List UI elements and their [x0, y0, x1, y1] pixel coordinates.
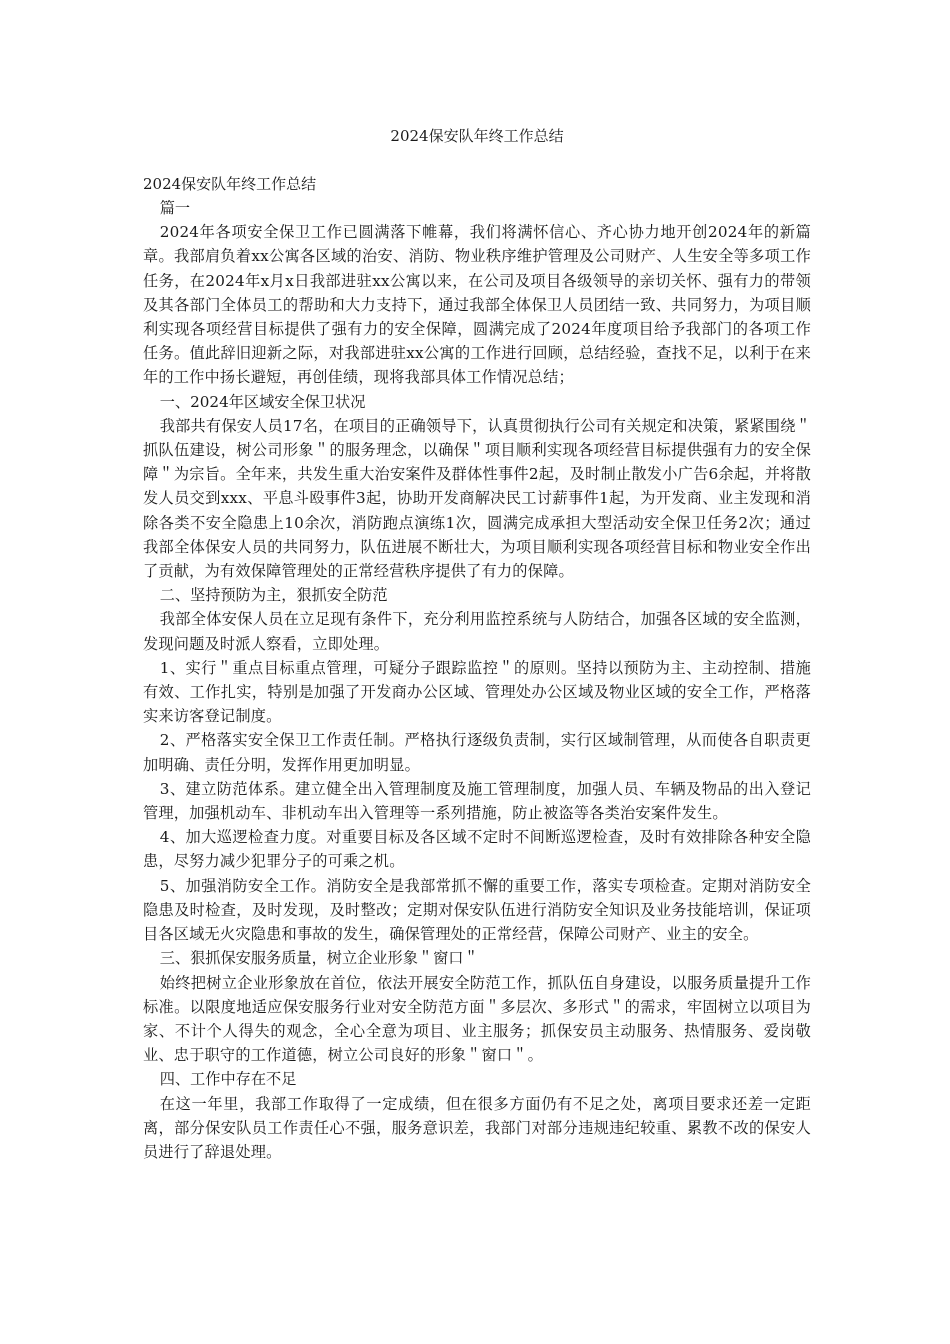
document-title: 2024保安队年终工作总结: [390, 127, 564, 145]
section-2-item-2: 2、严格落实安全保卫工作责任制。严格执行逐级负责制，实行区域制管理，从而使各自职责更加明确、责任分明，发挥作用更加明显。: [143, 731, 811, 774]
section-2-item-1: 1、实行＂重点目标重点管理，可疑分子跟踪监控＂的原则。坚持以预防为主、主动控制、措施有效、工作扎实，特别是加强了开发商办公区域、管理处办公区域及物业区域的安全工作，严格落实来访客登记制度。: [143, 658, 811, 726]
section-heading-4: 四、工作中存在不足: [159, 1070, 297, 1089]
section-2-item-5: 5、加强消防安全工作。消防安全是我部常抓不懈的重要工作，落实专项检查。定期对消防安全隐患及时检查，及时发现，及时整改；定期对保安队伍进行消防安全知识及业务技能培训，保证项目各区域无火灾隐患和事故的发生，确保管理处的正常经营，保障公司财产、业主的安全。: [143, 876, 811, 944]
intro-paragraph: 2024年各项安全保卫工作已圆满落下帷幕，我们将满怀信心、齐心协力地开创2024年的新篇章。我部肩负着xx公寓各区域的治安、消防、物业秩序维护管理及公司财产、人生安全等多项工作任务，在2024年x月x日我部进驻xx公寓以来，在公司及项目各级领导的亲切关怀、强有力的带领及其各部门全体员工的帮助和大力支持下，通过我部全体保卫人员团结一致、共同努力，为项目顺利实现各项经营目标提供了强有力的安全保障，圆满完成了2024年度项目给予我部门的各项工作任务。值此辞旧迎新之际，对我部进驻xx公寓的工作进行回顾，总结经验，查找不足，以利于在来年的工作中扬长避短，再创佳绩，现将我部具体工作情况总结；: [143, 223, 811, 387]
document-page: [143, 124, 811, 1164]
section-2-item-4: 4、加大巡逻检查力度。对重要目标及各区域不定时不间断巡逻检查，及时有效排除各种安全隐患，尽努力减少犯罪分子的可乘之机。: [143, 828, 811, 871]
document-subtitle: 2024保安队年终工作总结: [143, 175, 317, 193]
section-heading-1: 一、2024年区域安全保卫状况: [159, 392, 366, 411]
section-2-paragraph: 我部全体安保人员在立足现有条件下，充分利用监控系统与人防结合，加强各区域的安全监测，发现问题及时派人察看，立即处理。: [143, 610, 811, 653]
section-4-paragraph: 在这一年里，我部工作取得了一定成绩，但在很多方面仍有不足之处，离项目要求还差一定距离，部分保安队员工作责任心不强，服务意识差，我部门对部分违规违纪较重、累教不改的保安人员进行了辞退处理。: [143, 1094, 811, 1161]
section-heading-2: 二、坚持预防为主，狠抓安全防范: [159, 586, 388, 605]
section-3-paragraph: 始终把树立企业形象放在首位，依法开展安全防范工作，抓队伍自身建设，以服务质量提升工作标准。以限度地适应保安服务行业对安全防范方面＂多层次、多形式＂的需求，牢固树立以项目为家、不计个人得失的观念，全心全意为项目、业主服务；抓保安员主动服务、热情服务、爱岗敬业、忠于职守的工作道德，树立公司良好的形象＂窗口＂。: [143, 973, 811, 1065]
section-2-item-3: 3、建立防范体系。建立健全出入管理制度及施工管理制度，加强人员、车辆及物品的出入登记管理，加强机动车、非机动车出入管理等一系列措施，防止被盗等各类治安案件发生。: [143, 779, 811, 823]
section-heading-3: 三、狠抓保安服务质量，树立企业形象＂窗口＂: [159, 949, 479, 968]
part-label: 篇一: [159, 199, 191, 217]
section-1-paragraph: 我部共有保安人员17名，在项目的正确领导下，认真贯彻执行公司有关规定和决策，紧紧围绕＂抓队伍建设，树公司形象＂的服务理念，以确保＂项目顺利实现各项经营目标提供强有力的安全保障＂为宗旨。全年来，共发生重大治安案件及群体性事件2起，及时制止散发小广告6余起，并将散发人员交到xxx、平息斗殴事件3起，协助开发商解决民工讨薪事件1起，为开发商、业主发现和消除各类不安全隐患上10余次，消防跑点演练1次，圆满完成承担大型活动安全保卫任务2次；通过我部全体保安人员的共同努力，队伍进展不断壮大，为项目顺利实现各项经营目标和物业安全作出了贡献，为有效保障管理处的正常经营秩序提供了有力的保障。: [143, 416, 811, 581]
